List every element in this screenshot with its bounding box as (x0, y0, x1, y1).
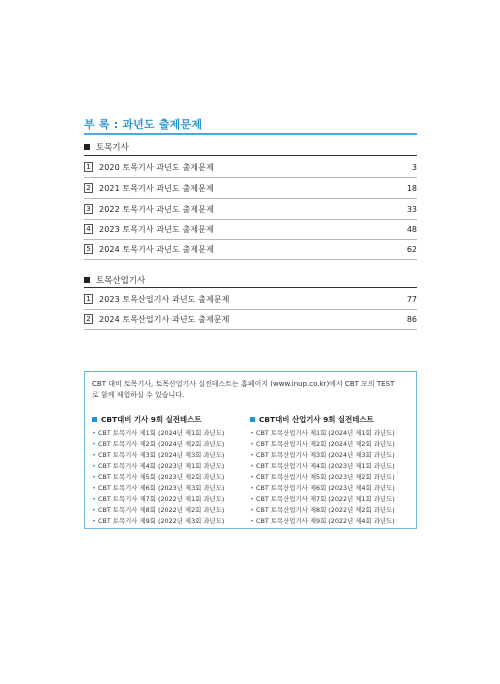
test-list-item[interactable] (92, 450, 224, 461)
toc-label: 2024 토목산업기사 과년도 출제문제 (99, 314, 230, 324)
toc-page-number: 18 (406, 183, 417, 193)
intro-line: 로 함께 체험하실 수 있습니다. (92, 391, 185, 399)
section-heading-industrial-engineer (84, 274, 145, 286)
test-item-label: CBT 토목산업기사 제5회 (2023년 제2회 과년도) (256, 473, 395, 481)
square-bullet-icon (84, 277, 90, 283)
test-item-label: CBT 토목기사 제9회 (2022년 제3회 과년도) (98, 517, 225, 525)
dot-bullet-icon: • (250, 506, 254, 514)
blue-square-bullet-icon (250, 417, 255, 422)
section-heading-label: 토목산업기사 (96, 276, 146, 286)
dot-bullet-icon: • (92, 484, 96, 492)
test-item-label: CBT 토목산업기사 제6회 (2023년 제4회 과년도) (256, 484, 395, 492)
test-list-item[interactable] (92, 472, 224, 483)
item-number-box: 1 (84, 294, 93, 304)
test-item-label: CBT 토목기사 제2회 (2024년 제2회 과년도) (98, 440, 225, 448)
test-list-item[interactable] (92, 461, 224, 472)
toc-label: 2020 토목기사 과년도 출제문제 (99, 162, 214, 172)
column-heading (92, 414, 224, 425)
industrial-test-column (250, 414, 395, 527)
dot-bullet-icon: • (92, 495, 96, 503)
test-item-label: CBT 토목기사 제4회 (2023년 제1회 과년도) (98, 462, 225, 470)
item-number-box: 2 (84, 183, 93, 193)
test-list-item[interactable] (250, 472, 395, 483)
toc-row[interactable] (84, 157, 417, 178)
toc-row[interactable] (84, 178, 417, 199)
test-item-label: CBT 토목산업기사 제4회 (2023년 제1회 과년도) (256, 462, 395, 470)
column-heading-label: CBT대비 산업기사 9회 실전테스트 (259, 415, 374, 424)
item-number-box: 2 (84, 314, 93, 324)
toc-label: 2023 토목기사 과년도 출제문제 (99, 224, 214, 234)
test-item-label: CBT 토목기사 제1회 (2024년 제1회 과년도) (98, 429, 225, 437)
test-list-item[interactable] (92, 428, 224, 439)
dot-bullet-icon: • (250, 451, 254, 459)
title-rule (84, 133, 417, 135)
test-list-item[interactable] (92, 483, 224, 494)
dot-bullet-icon: • (250, 462, 254, 470)
item-number-box: 4 (84, 224, 93, 234)
item-number-box: 1 (84, 162, 93, 172)
dot-bullet-icon: • (92, 451, 96, 459)
test-list-item[interactable] (250, 505, 395, 516)
toc-label: 2023 토목산업기사 과년도 출제문제 (99, 294, 230, 304)
toc-row[interactable] (84, 309, 417, 330)
toc-page-number: 3 (411, 162, 417, 172)
test-item-label: CBT 토목기사 제6회 (2023년 제3회 과년도) (98, 484, 225, 492)
toc-label: 2022 토목기사 과년도 출제문제 (99, 204, 214, 214)
cbt-info-box (84, 371, 417, 529)
toc-row[interactable] (84, 239, 417, 260)
test-list-item[interactable] (250, 439, 395, 450)
column-heading (250, 414, 395, 425)
toc-label: 2024 토목기사 과년도 출제문제 (99, 244, 214, 254)
test-list-item[interactable] (92, 505, 224, 516)
blue-square-bullet-icon (92, 417, 97, 422)
test-item-label: CBT 토목기사 제7회 (2022년 제1회 과년도) (98, 495, 225, 503)
toc-label: 2021 토목기사 과년도 출제문제 (99, 183, 214, 193)
section-heading-civil-engineer (84, 141, 129, 153)
page-title: 부 록 : 과년도 출제문제 (84, 118, 203, 131)
dot-bullet-icon: • (92, 440, 96, 448)
dot-bullet-icon: • (250, 473, 254, 481)
toc-row[interactable] (84, 219, 417, 240)
engineer-test-column (92, 414, 224, 527)
test-list-item[interactable] (250, 516, 395, 527)
square-bullet-icon (84, 144, 90, 150)
test-item-label: CBT 토목산업기사 제1회 (2024년 제1회 과년도) (256, 429, 395, 437)
column-heading-label: CBT대비 기사 9회 실전테스트 (101, 415, 202, 424)
test-item-label: CBT 토목기사 제5회 (2023년 제2회 과년도) (98, 473, 225, 481)
dot-bullet-icon: • (92, 462, 96, 470)
test-item-label: CBT 토목기사 제3회 (2024년 제3회 과년도) (98, 451, 225, 459)
toc-page-number: 86 (406, 314, 417, 324)
test-list-item[interactable] (250, 494, 395, 505)
test-list-item[interactable] (92, 494, 224, 505)
toc-page-number: 48 (406, 224, 417, 234)
dot-bullet-icon: • (250, 517, 254, 525)
test-item-label: CBT 토목산업기사 제2회 (2024년 제2회 과년도) (256, 440, 395, 448)
cbt-intro-text (92, 379, 410, 401)
dot-bullet-icon: • (92, 506, 96, 514)
section-heading-label: 토목기사 (96, 143, 129, 153)
item-number-box: 5 (84, 244, 93, 254)
dot-bullet-icon: • (250, 440, 254, 448)
test-item-label: CBT 토목산업기사 제7회 (2022년 제1회 과년도) (256, 495, 395, 503)
dot-bullet-icon: • (250, 495, 254, 503)
test-list-item[interactable] (92, 516, 224, 527)
toc-row[interactable] (84, 289, 417, 310)
test-list-item[interactable] (250, 483, 395, 494)
test-item-label: CBT 토목산업기사 제8회 (2022년 제2회 과년도) (256, 506, 395, 514)
test-item-label: CBT 토목산업기사 제3회 (2024년 제3회 과년도) (256, 451, 395, 459)
test-item-label: CBT 토목기사 제8회 (2022년 제2회 과년도) (98, 506, 225, 514)
dot-bullet-icon: • (92, 429, 96, 437)
dot-bullet-icon: • (250, 429, 254, 437)
toc-row[interactable] (84, 199, 417, 220)
test-list-item[interactable] (250, 461, 395, 472)
section-rule (84, 287, 417, 288)
test-list-item[interactable] (92, 439, 224, 450)
intro-line: CBT 대비 토목기사, 토목산업기사 실전테스트는 홈페이지 (www.inup.co.kr)에서 CBT 모의 TEST (92, 380, 395, 388)
toc-page-number: 77 (406, 294, 417, 304)
test-list-item[interactable] (250, 450, 395, 461)
toc-page-number: 62 (406, 244, 417, 254)
dot-bullet-icon: • (250, 484, 254, 492)
dot-bullet-icon: • (92, 473, 96, 481)
test-item-label: CBT 토목산업기사 제9회 (2022년 제4회 과년도) (256, 517, 395, 525)
test-list-item[interactable] (250, 428, 395, 439)
item-number-box: 3 (84, 204, 93, 214)
section-rule (84, 155, 417, 156)
toc-page-number: 33 (406, 204, 417, 214)
dot-bullet-icon: • (92, 517, 96, 525)
